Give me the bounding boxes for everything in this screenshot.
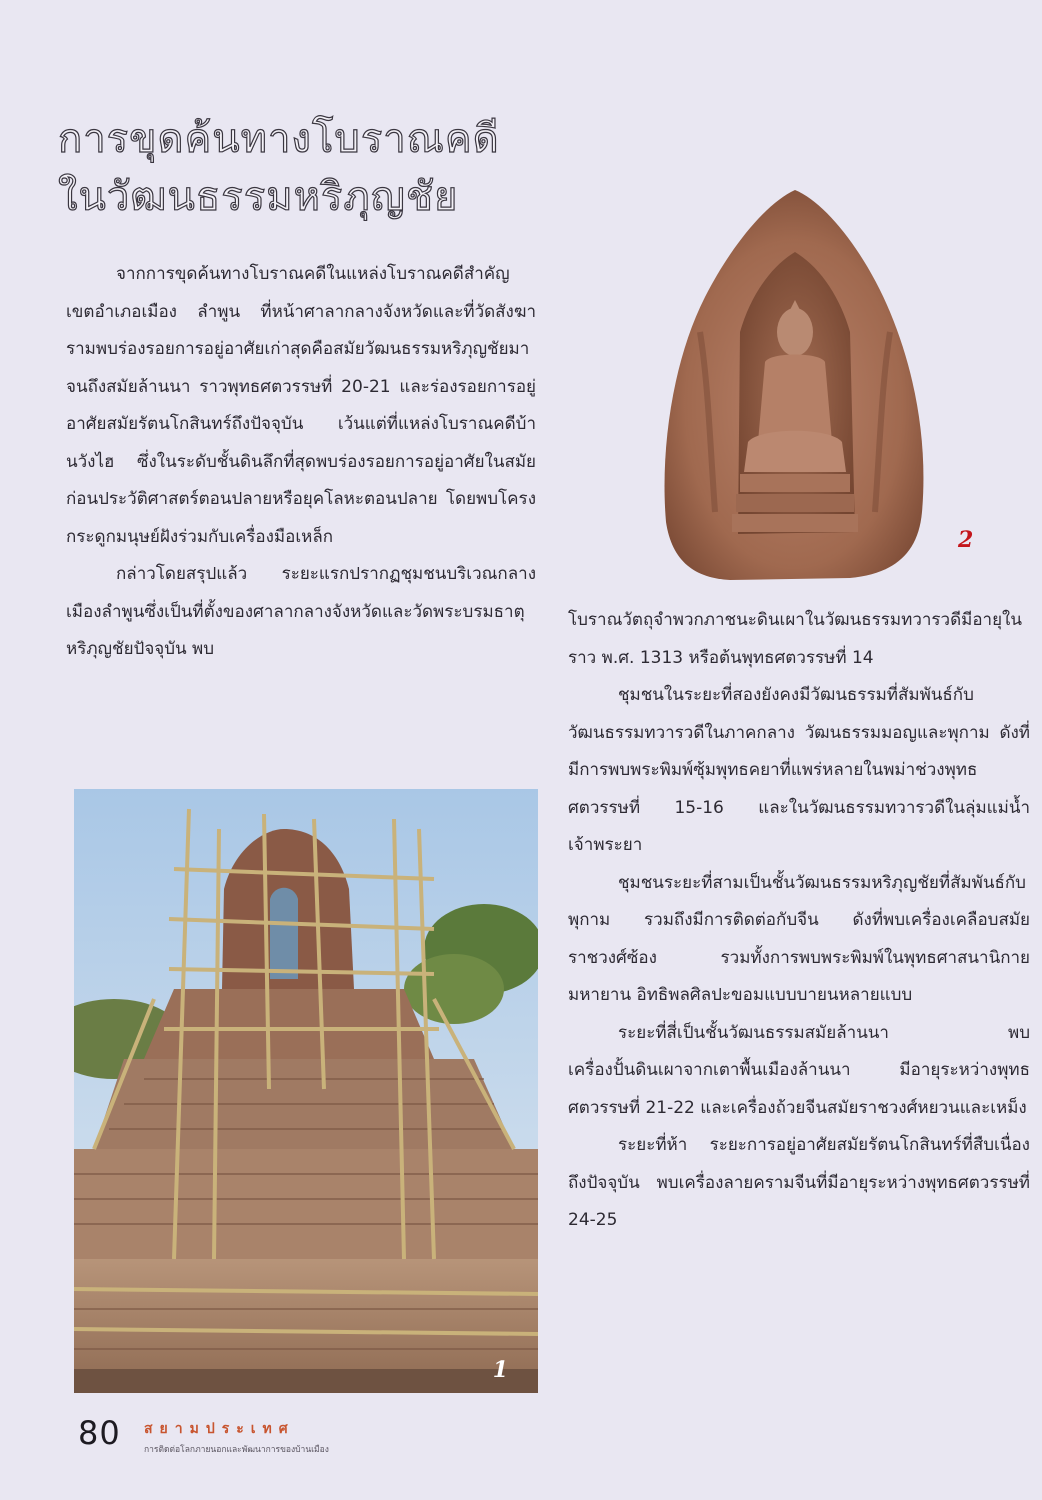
magazine-tagline: การติดต่อโลกภายนอกและพัฒนาการของบ้านเมือง	[144, 1445, 329, 1455]
excavation-site-photo	[74, 789, 538, 1393]
figure-1-number: 1	[492, 1357, 508, 1383]
paragraph: ระยะที่สี่เป็นชั้นวัฒนธรรมสมัยล้านนา พบเครื่องปั้นดินเผาจากเตาพื้นเมืองล้านนา มีอายุระหว่างพุทธศตวรรษที่ 21-22 และเครื่องถ้วยจีนสมัยราชวงศ์หยวนและเหม็ง	[568, 1022, 1030, 1118]
article-title	[58, 110, 618, 226]
left-text-column	[66, 256, 536, 669]
paragraph: ชุมชนในระยะที่สองยังคงมีวัฒนธรรมที่สัมพันธ์กับวัฒนธรรมทวารวดีในภาคกลาง วัฒนธรรมมอญและพุกาม ดังที่มีการพบพระพิมพ์ซุ้มพุทธคยาที่แพร่หลายในพม่าช่วงพุทธศตวรรษที่ 15-16 และในวัฒนธรรมทวารวดีในลุ่มแม่น้ำเจ้าพระยา	[568, 685, 1030, 855]
paragraph: กล่าวโดยสรุปแล้ว ระยะแรกปรากฏชุมชนบริเวณกลางเมืองลำพูนซึ่งเป็นที่ตั้งของศาลากลางจังหวัดและวัดพระบรมธาตุหริภุญชัยปัจจุบัน พบ	[66, 564, 536, 659]
title-line-1: การขุดค้นทางโบราณคดี	[58, 116, 500, 162]
paragraph: โบราณวัตถุจำพวกภาชนะดินเผาในวัฒนธรรมทวารวดีมีอายุในราว พ.ศ. 1313 หรือต้นพุทธศตวรรษที่ 14	[568, 610, 1022, 668]
title-line-2: ในวัฒนธรรมหริภุญชัย	[58, 174, 459, 220]
magazine-name: สยามประเทศ	[144, 1421, 295, 1437]
paragraph: ระยะที่ห้า ระยะการอยู่อาศัยสมัยรัตนโกสินทร์ที่สืบเนื่องถึงปัจจุบัน พบเครื่องลายครามจีนที่มีอายุระหว่างพุทธศตวรรษที่ 24-25	[568, 1135, 1030, 1230]
votive-tablet-photo	[660, 182, 930, 582]
page-number: 80	[78, 1414, 121, 1452]
right-text-column	[568, 602, 1030, 1240]
paragraph: ชุมชนระยะที่สามเป็นชั้นวัฒนธรรมหริภุญชัยที่สัมพันธ์กับพุกาม รวมถึงมีการติดต่อกับจีน ดังที่พบเครื่องเคลือบสมัยราชวงศ์ซ้อง รวมทั้งการพบพระพิมพ์ในพุทธศาสนานิกายมหายาน อิทธิพลศิลปะขอมแบบบายนหลายแบบ	[568, 872, 1030, 1005]
paragraph: จากการขุดค้นทางโบราณคดีในแหล่งโบราณคดีสำคัญเขตอำเภอเมือง ลำพูน ที่หน้าศาลากลางจังหวัดและที่วัดสังฆารามพบร่องรอยการอยู่อาศัยเก่าสุดคือสมัยวัฒนธรรมหริภุญชัยมาจนถึงสมัยล้านนา ราวพุทธศตวรรษที่ 20-21 และร่องรอยการอยู่อาศัยสมัยรัตนโกสินทร์ถึงปัจจุบัน เว้นแต่ที่แหล่งโบราณคดีบ้านวังไฮ ซึ่งในระดับชั้นดินลึกที่สุดพบร่องรอยการอยู่อาศัยในสมัยก่อนประวัติศาสตร์ตอนปลายหรือยุคโลหะตอนปลาย โดยพบโครงกระดูกมนุษย์ฝังร่วมกับเครื่องมือเหล็ก	[66, 264, 536, 547]
figure-2-number: 2	[958, 527, 974, 553]
excavation-site-image	[74, 789, 538, 1393]
votive-tablet-image	[660, 182, 930, 582]
